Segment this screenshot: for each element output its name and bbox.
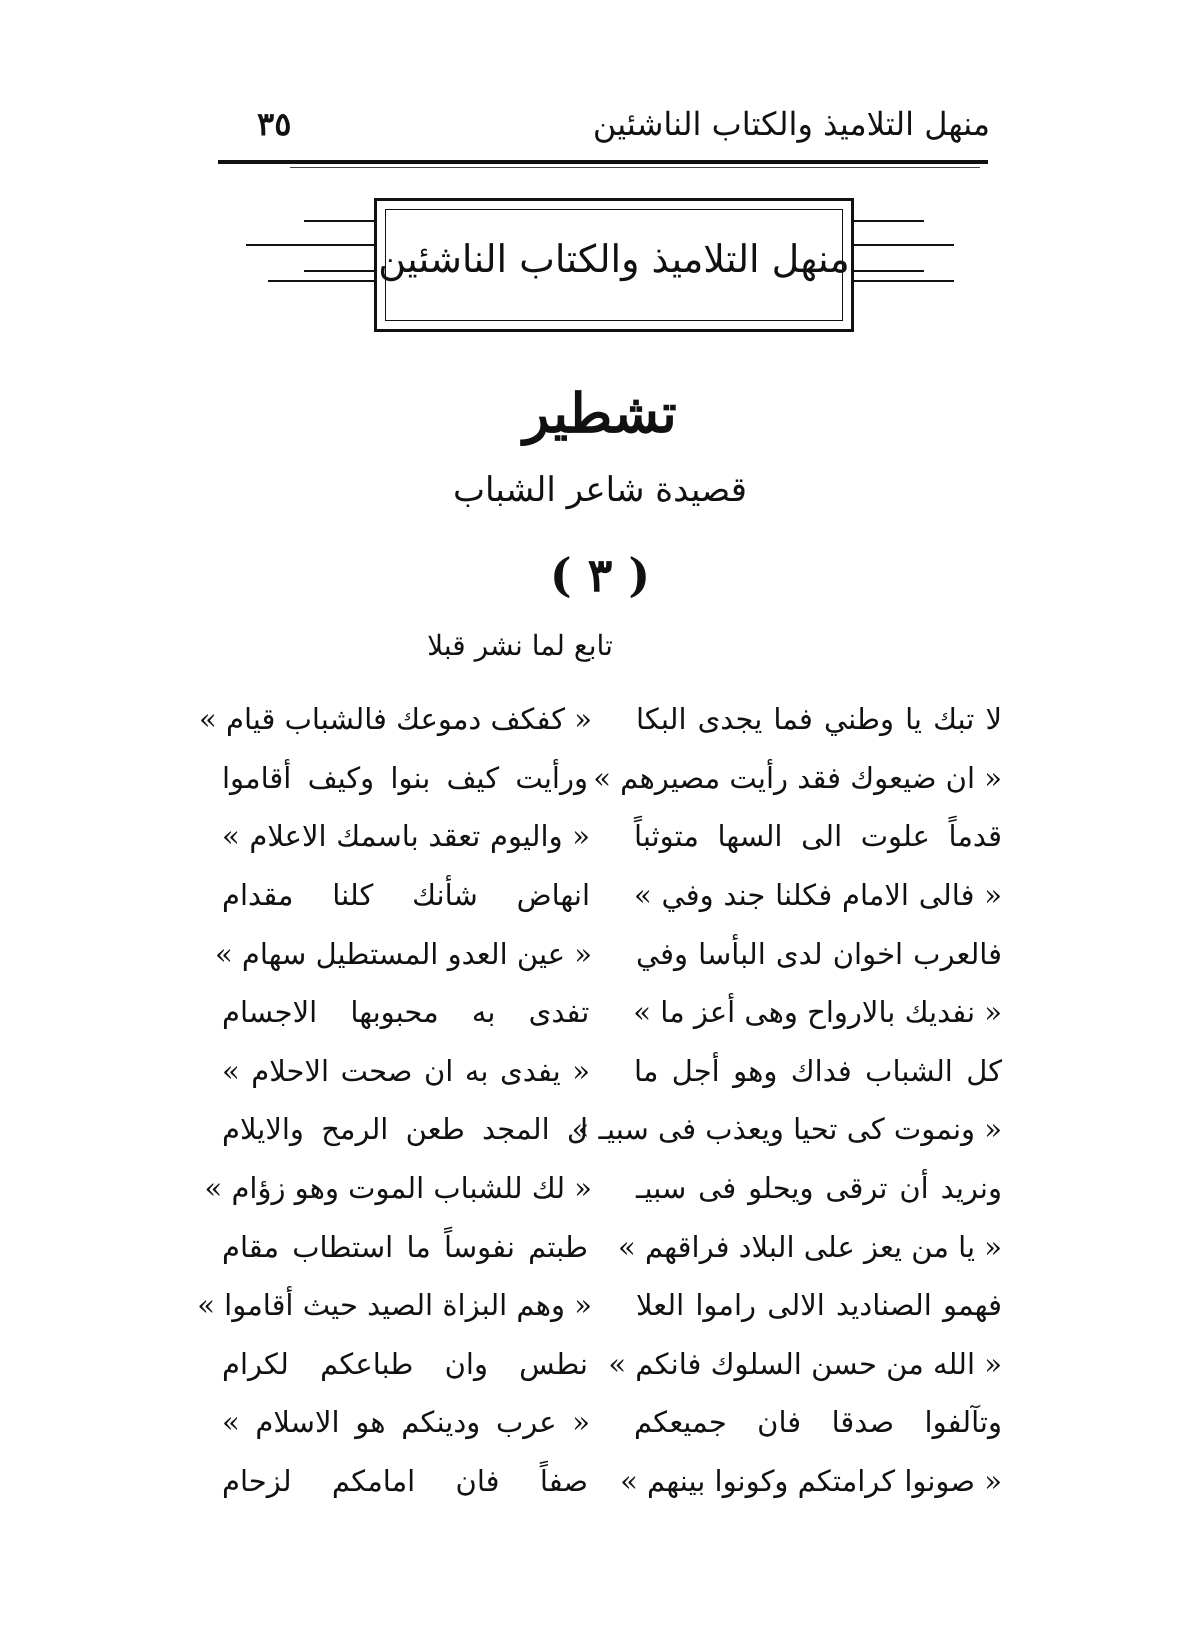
verse-row bbox=[222, 1335, 1002, 1394]
verse-row bbox=[222, 866, 1002, 925]
verse-row bbox=[222, 749, 1002, 808]
page-number: ٣٥ bbox=[257, 105, 292, 143]
verse-second-hemistich: « عرب ودينكم هو الاسلام » bbox=[222, 1405, 590, 1440]
running-title: منهل التلاميذ والكتاب الناشئين bbox=[592, 105, 990, 143]
verse-row bbox=[222, 1042, 1002, 1101]
banner-line bbox=[246, 244, 374, 246]
verse-second-hemistich: صفاً فان امامكم لزحام bbox=[222, 1464, 588, 1499]
banner-title: منهل التلاميذ والكتاب الناشئين bbox=[378, 237, 850, 281]
verse-row bbox=[222, 807, 1002, 866]
verse-first-hemistich: كل الشباب فداك وهو أجل ما bbox=[634, 1053, 1002, 1088]
verse-row bbox=[222, 1393, 1002, 1452]
verse-second-hemistich: تفدى به محبوبها الاجسام bbox=[222, 995, 590, 1030]
verse-first-hemistich: وتآلفوا صدقا فان جميعكم bbox=[634, 1405, 1002, 1440]
verse-first-hemistich: ونريد أن ترقى ويحلو فى سبيـ bbox=[636, 1171, 1002, 1206]
verse-row bbox=[214, 924, 1002, 983]
verse-second-hemistich: ل المجد طعن الرمح والايلام bbox=[222, 1112, 588, 1147]
banner-line bbox=[304, 270, 374, 272]
verse-first-hemistich: لا تبك يا وطني فما يجدى البكا bbox=[636, 702, 1002, 737]
banner-frame bbox=[374, 198, 854, 332]
header-rule-thin bbox=[290, 167, 980, 168]
verse-first-hemistich: « نفديك بالارواح وهى أعز ما » bbox=[633, 995, 1002, 1030]
header-rule bbox=[218, 160, 988, 164]
verse-second-hemistich: « وهم البزاة الصيد حيث أقاموا » bbox=[197, 1288, 592, 1323]
verse-second-hemistich: طبتم نفوساً ما استطاب مقام bbox=[222, 1229, 588, 1264]
verse-second-hemistich: « عين العدو المستطيل سهام » bbox=[214, 936, 592, 971]
banner-line bbox=[854, 220, 924, 222]
verse-second-hemistich: « واليوم تعقد باسمك الاعلام » bbox=[222, 819, 590, 854]
section-subtitle: قصيدة شاعر الشباب bbox=[453, 470, 747, 510]
verse-row bbox=[197, 1276, 1002, 1335]
verse-first-hemistich: « الله من حسن السلوك فانكم » bbox=[608, 1346, 1002, 1381]
banner-line bbox=[268, 280, 374, 282]
verse-first-hemistich: « يا من يعز على البلاد فراقهم » bbox=[618, 1229, 1002, 1264]
verse-second-hemistich: نطس وان طباعكم لكرام bbox=[222, 1346, 588, 1381]
verse-first-hemistich: « ونموت كى تحيا ويعذب فى سبيـ » bbox=[571, 1112, 1002, 1147]
verse-row bbox=[222, 983, 1002, 1042]
verse-row bbox=[222, 1217, 1002, 1276]
running-header bbox=[215, 100, 990, 148]
banner-line bbox=[854, 270, 924, 272]
banner-line bbox=[304, 220, 374, 222]
verse-second-hemistich: « يفدى به ان صحت الاحلام » bbox=[222, 1053, 590, 1088]
verse-first-hemistich: فهمو الصناديد الالى راموا العلا bbox=[636, 1288, 1002, 1323]
section-title: تشطير bbox=[523, 381, 677, 445]
section-banner bbox=[246, 198, 990, 336]
verse-second-hemistich: « لك للشباب الموت وهو زؤام » bbox=[204, 1171, 592, 1206]
banner-line bbox=[854, 280, 954, 282]
verse-row bbox=[204, 1159, 1002, 1218]
verse-first-hemistich: « ان ضيعوك فقد رأيت مصيرهم » bbox=[593, 760, 1002, 795]
verse-first-hemistich: « فالى الامام فكلنا جند وفي » bbox=[634, 878, 1002, 913]
part-number: ( ٣ ) bbox=[549, 548, 651, 602]
verse-second-hemistich: انهاض شأنك كلنا مقدام bbox=[222, 878, 590, 913]
verse-row bbox=[222, 1452, 1002, 1511]
banner-line bbox=[854, 244, 954, 246]
poem-verses bbox=[197, 690, 1002, 1510]
verse-row bbox=[199, 690, 1002, 749]
verse-second-hemistich: ورأيت كيف بنوا وكيف أقاموا bbox=[222, 760, 588, 795]
verse-second-hemistich: « كفكف دموعك فالشباب قيام » bbox=[199, 702, 592, 737]
continuation-note: تابع لما نشر قبلا bbox=[427, 629, 613, 662]
verse-first-hemistich: قدماً علوت الى السها متوثباً bbox=[634, 819, 1002, 854]
verse-row bbox=[222, 1100, 1002, 1159]
verse-first-hemistich: فالعرب اخوان لدى البأسا وفي bbox=[636, 936, 1002, 971]
verse-first-hemistich: « صونوا كرامتكم وكونوا بينهم » bbox=[620, 1464, 1002, 1499]
